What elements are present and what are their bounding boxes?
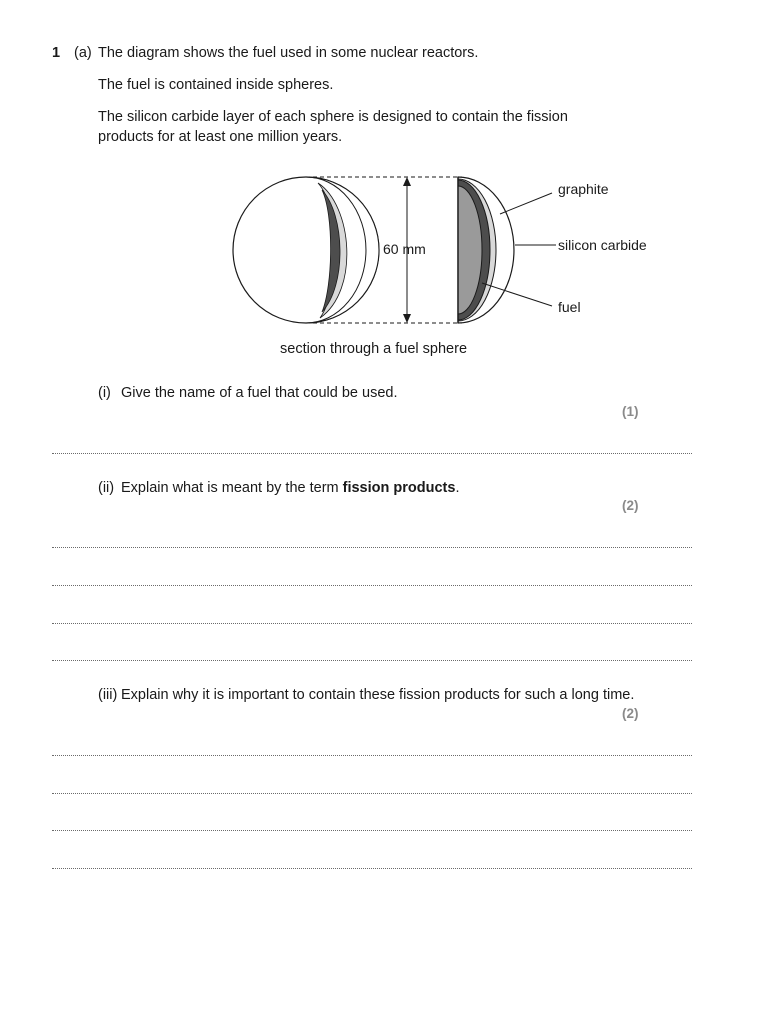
sub-ii-marks: (2) xyxy=(622,498,639,513)
sub-ii-label: (ii) xyxy=(98,480,115,496)
fuel-sphere-diagram xyxy=(0,0,768,380)
label-fuel: fuel xyxy=(558,299,581,315)
intro-line-1: The diagram shows the fuel used in some nuclear reactors. xyxy=(98,45,479,61)
sphere-section xyxy=(458,177,514,323)
diagram-caption: section through a fuel sphere xyxy=(280,341,468,357)
intro-line-3b: products for at least one million years. xyxy=(98,129,343,145)
question-part-label: (a) xyxy=(74,45,92,61)
sub-i-label: (i) xyxy=(98,385,111,401)
answer-line-i-1[interactable] xyxy=(52,453,692,454)
sub-ii-text-after: . xyxy=(455,480,460,496)
sub-iii-text: Explain why it is important to contain these fission products for such a long time. xyxy=(121,687,635,703)
answer-line-ii-4[interactable] xyxy=(52,660,692,661)
label-graphite: graphite xyxy=(558,181,609,197)
sub-ii-text xyxy=(121,479,459,497)
answer-line-iii-3[interactable] xyxy=(52,830,692,831)
graphite-leader-line xyxy=(500,193,552,214)
answer-line-ii-2[interactable] xyxy=(52,585,692,586)
intro-line-3a: The silicon carbide layer of each sphere is designed to contain the fission xyxy=(98,109,568,125)
question-number: 1 xyxy=(52,45,61,61)
sub-i-marks: (1) xyxy=(622,404,639,419)
sub-iii-marks: (2) xyxy=(622,706,639,721)
dimension-label: 60 mm xyxy=(383,241,426,257)
sub-iii-label: (iii) xyxy=(98,687,118,703)
intro-line-2: The fuel is contained inside spheres. xyxy=(98,77,334,93)
answer-line-iii-2[interactable] xyxy=(52,793,692,794)
sub-ii-text-bold: fission products xyxy=(342,480,456,496)
answer-line-ii-3[interactable] xyxy=(52,623,692,624)
sub-i-text: Give the name of a fuel that could be used. xyxy=(121,385,398,401)
answer-line-iii-1[interactable] xyxy=(52,755,692,756)
answer-line-iii-4[interactable] xyxy=(52,868,692,869)
sub-ii-text-before: Explain what is meant by the term xyxy=(121,480,343,496)
sphere-exterior xyxy=(233,177,379,323)
answer-line-ii-1[interactable] xyxy=(52,547,692,548)
label-silicon-carbide: silicon carbide xyxy=(558,237,647,253)
